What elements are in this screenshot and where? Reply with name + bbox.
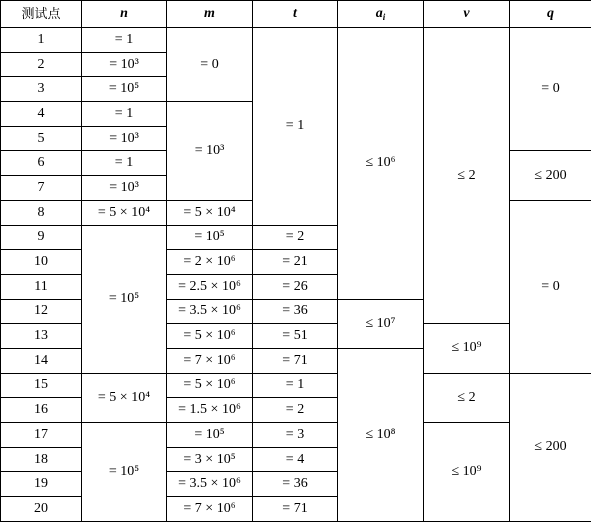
t-cell: = 36 [253, 472, 338, 497]
n-cell: = 1 [82, 151, 167, 176]
header-v: v [424, 1, 510, 28]
n-cell: = 5 × 10⁴ [82, 373, 167, 422]
v-cell: ≤ 2 [424, 373, 510, 422]
n-cell: = 10³ [82, 176, 167, 201]
test-id-cell: 11 [1, 274, 82, 299]
test-id-cell: 5 [1, 126, 82, 151]
n-cell: = 10⁵ [82, 423, 167, 522]
header-t: t [253, 1, 338, 28]
m-cell: = 2 × 10⁶ [167, 250, 253, 275]
t-cell: = 21 [253, 250, 338, 275]
header-q: q [510, 1, 591, 28]
q-cell: ≤ 200 [510, 373, 591, 521]
test-id-cell: 13 [1, 324, 82, 349]
m-cell: = 5 × 10⁴ [167, 200, 253, 225]
a-cell: ≤ 10⁸ [338, 348, 424, 521]
test-id-cell: 17 [1, 423, 82, 448]
test-id-cell: 16 [1, 398, 82, 423]
header-row [1, 1, 591, 28]
table-row [1, 28, 591, 53]
m-cell: = 3.5 × 10⁶ [167, 472, 253, 497]
test-id-cell: 8 [1, 200, 82, 225]
table-row [1, 373, 591, 398]
test-id-cell: 7 [1, 176, 82, 201]
header-m: m [167, 1, 253, 28]
t-cell: = 26 [253, 274, 338, 299]
test-id-cell: 1 [1, 28, 82, 53]
test-id-cell: 14 [1, 348, 82, 373]
n-cell: = 10⁵ [82, 225, 167, 373]
n-cell: = 1 [82, 28, 167, 53]
a-cell: ≤ 10⁷ [338, 299, 424, 348]
t-cell: = 36 [253, 299, 338, 324]
header-n: n [82, 1, 167, 28]
t-cell: = 1 [253, 28, 338, 226]
header-a [338, 1, 424, 28]
t-cell: = 3 [253, 423, 338, 448]
m-cell: = 3 × 10⁵ [167, 447, 253, 472]
m-cell: = 7 × 10⁶ [167, 348, 253, 373]
n-cell: = 10⁵ [82, 77, 167, 102]
m-cell: = 10³ [167, 102, 253, 201]
n-cell: = 10³ [82, 126, 167, 151]
test-id-cell: 20 [1, 497, 82, 522]
t-cell: = 2 [253, 398, 338, 423]
m-cell: = 5 × 10⁶ [167, 373, 253, 398]
test-id-cell: 10 [1, 250, 82, 275]
t-cell: = 1 [253, 373, 338, 398]
m-cell: = 10⁵ [167, 423, 253, 448]
q-cell: = 0 [510, 28, 591, 151]
q-cell: = 0 [510, 200, 591, 373]
t-cell: = 71 [253, 348, 338, 373]
m-cell: = 10⁵ [167, 225, 253, 250]
v-cell: ≤ 2 [424, 28, 510, 324]
n-cell: = 5 × 10⁴ [82, 200, 167, 225]
test-id-cell: 2 [1, 52, 82, 77]
q-cell: ≤ 200 [510, 151, 591, 200]
v-cell: ≤ 10⁹ [424, 423, 510, 522]
n-cell: = 1 [82, 102, 167, 127]
test-id-cell: 9 [1, 225, 82, 250]
t-cell: = 4 [253, 447, 338, 472]
test-id-cell: 15 [1, 373, 82, 398]
v-cell: ≤ 10⁹ [424, 324, 510, 373]
test-id-cell: 12 [1, 299, 82, 324]
test-id-cell: 3 [1, 77, 82, 102]
test-id-cell: 19 [1, 472, 82, 497]
t-cell: = 2 [253, 225, 338, 250]
header-a-base: a [375, 5, 383, 21]
t-cell: = 71 [253, 497, 338, 522]
test-id-cell: 6 [1, 151, 82, 176]
m-cell: = 2.5 × 10⁶ [167, 274, 253, 299]
m-cell: = 7 × 10⁶ [167, 497, 253, 522]
m-cell: = 0 [167, 28, 253, 102]
m-cell: = 5 × 10⁶ [167, 324, 253, 349]
n-cell: = 10³ [82, 52, 167, 77]
table-row [1, 423, 591, 448]
m-cell: = 1.5 × 10⁶ [167, 398, 253, 423]
header-test-id: 测试点 [1, 1, 82, 28]
test-id-cell: 4 [1, 102, 82, 127]
a-cell: ≤ 10⁶ [338, 28, 424, 300]
test-id-cell: 18 [1, 447, 82, 472]
header-a-subscript: i [382, 11, 386, 22]
m-cell: = 3.5 × 10⁶ [167, 299, 253, 324]
t-cell: = 51 [253, 324, 338, 349]
